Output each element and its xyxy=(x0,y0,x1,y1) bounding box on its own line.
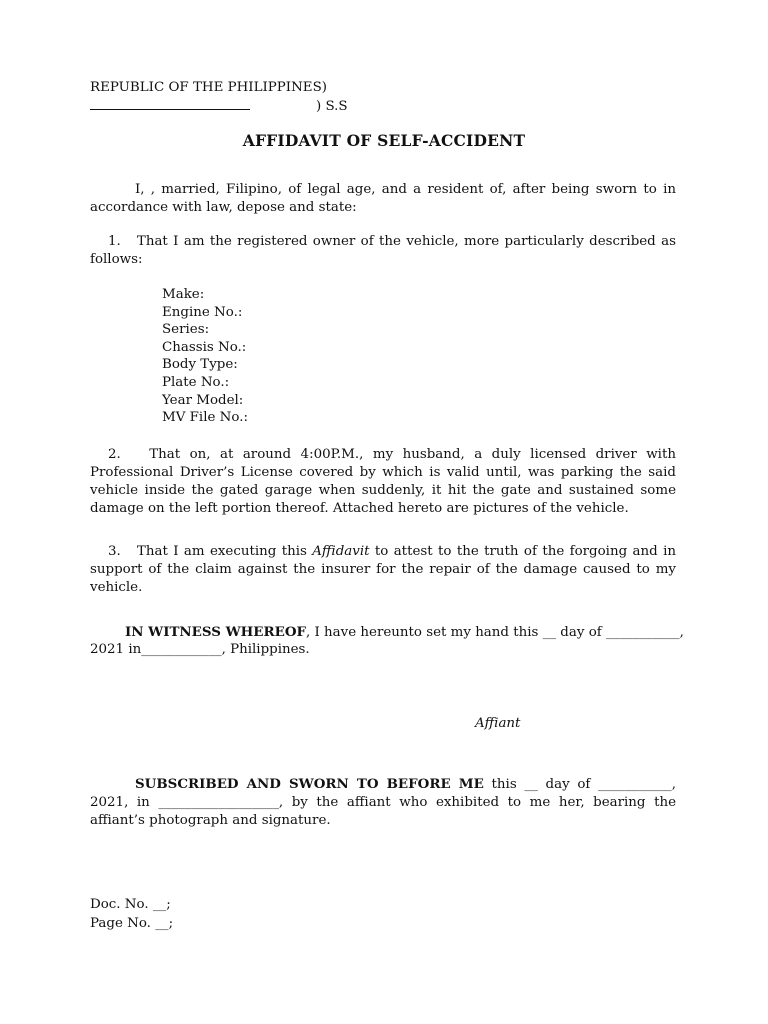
vehicle-field-year-model: Year Model: xyxy=(162,392,244,408)
witness-heading: IN WITNESS WHEREOF xyxy=(125,624,306,640)
vehicle-field-series: Series: xyxy=(162,322,210,338)
witness-line-2: 2021 in____________, Philippines. xyxy=(90,642,310,657)
affiant-text: Affiant xyxy=(475,716,521,731)
item-3-text-a: That I am executing this xyxy=(136,544,313,559)
item-3-number: 3. xyxy=(108,544,121,559)
item-3-paragraph xyxy=(90,543,676,597)
page-number: Page No. __; xyxy=(90,916,174,931)
venue-line xyxy=(90,98,348,114)
item-2-number: 2. xyxy=(108,447,121,462)
blank-line xyxy=(90,98,250,110)
subscribed-text: this __ day of ___________, 2021, in __________________, by the affiant who exhibited to me her, bearing the affiant’s photograph and signature. xyxy=(90,777,676,828)
item-2-text: That on, at around 4:00P.M., my husband, a duly licensed driver with Professional Driver’s License covered by which is valid until, was parking the said vehicle inside the gated garage when suddenly, it hit the gate and sustained some damage on the left portion thereof. Attached hereto are pictures of the vehicle. xyxy=(90,447,676,516)
subscribed-paragraph xyxy=(90,775,676,830)
witness-text: , I have hereunto set my hand this __ day of ___________, xyxy=(306,625,684,640)
item-2-paragraph xyxy=(90,446,676,518)
item-1-number: 1. xyxy=(108,234,121,249)
doc-number: Doc. No. __; xyxy=(90,897,171,912)
witness-line-1 xyxy=(125,624,684,640)
vehicle-field-plate: Plate No.: xyxy=(162,374,230,390)
ss-label: ) S.S xyxy=(316,99,348,114)
subscribed-heading: SUBSCRIBED AND SWORN TO BEFORE ME xyxy=(135,776,484,792)
vehicle-field-chassis: Chassis No.: xyxy=(162,339,247,355)
item-1-paragraph xyxy=(90,233,676,269)
document-title: AFFIDAVIT OF SELF-ACCIDENT xyxy=(242,131,526,150)
vehicle-field-mv-file: MV File No.: xyxy=(162,410,248,426)
item-1-text: That I am the registered owner of the vehicle, more particularly described as follows: xyxy=(90,234,676,267)
vehicle-details xyxy=(162,286,248,427)
item-3-emphasis: Affidavit xyxy=(312,544,370,559)
affiant-label xyxy=(475,716,520,731)
intro-paragraph: I, , married, Filipino, of legal age, and a resident of, after being sworn to in accordance with law, depose and state: xyxy=(90,182,676,215)
republic-line: REPUBLIC OF THE PHILIPPINES) xyxy=(90,80,327,95)
vehicle-field-engine: Engine No.: xyxy=(162,304,243,320)
vehicle-field-body-type: Body Type: xyxy=(162,357,238,373)
item-3-text-b: to attest to the truth of the forgoing and in support of the claim against the insurer for the repair of the damage caused to my vehicle. xyxy=(90,544,677,595)
vehicle-field-make: Make: xyxy=(162,287,205,302)
